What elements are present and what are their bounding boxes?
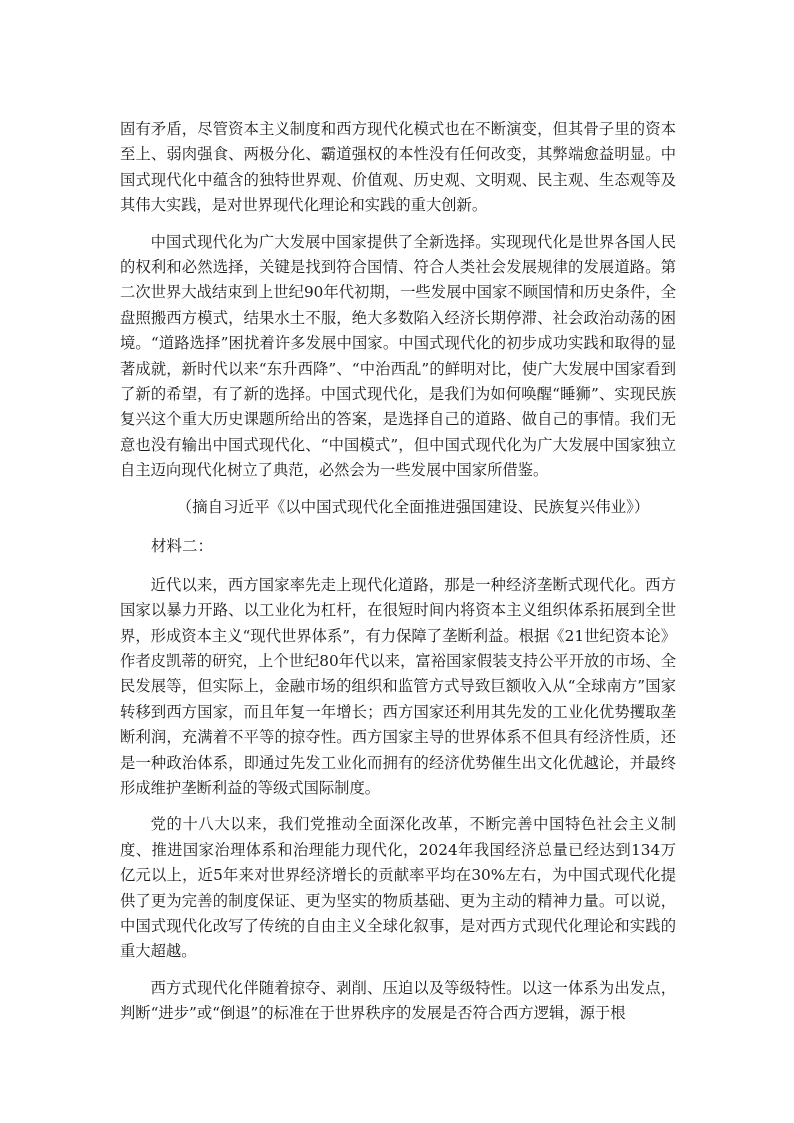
paragraph-western-characteristics: 西方式现代化伴随着掠夺、剥削、压迫以及等级特性。以这一体系为出发点，判断“进步”或“倒退”的标准在于世界秩序的发展是否符合西方逻辑，源于根 xyxy=(120,978,676,1023)
paragraph-western-modernization: 近代以来，西方国家率先走上现代化道路，那是一种经济垄断式现代化。西方国家以暴力开路、以工业化为杠杆，在很短时间内将资本主义组织体系拓展到全世界，形成资本主义“现代世界体系”，有力保障了垄断利益。根据《21世纪资本论》作者皮凯蒂的研究，上个世纪80年代以来，富裕国家假装支持公平开放的市场、全民发展等，但实际上，金融市场的组织和监管方式导致巨额收入从“全球南方”国家转移到西方国家，而且年复一年增长；西方国家还利用其先发的工业化优势攫取垄断利润，充满着不平等的掠夺性。西方国家主导的世界体系不但具有经济性质，还是一种政治体系，即通过先发工业化而拥有的经济优势催生出文化优越论，并最终形成维护垄断利益的等级式国际制度。 xyxy=(120,575,676,797)
source-citation: （摘自习近平《以中国式现代化全面推进强国建设、民族复兴伟业》） xyxy=(176,497,650,516)
paragraph-continued: 固有矛盾，尽管资本主义制度和西方现代化模式也在不断演变，但其骨子里的资本至上、弱肉强食、两极分化、霸道强权的本性没有任何改变，其弊端愈益明显。中国式现代化中蕴含的独特世界观、价值观、历史观、文明观、民主观、生态观等及其伟大实践，是对世界现代化理论和实践的重大创新。 xyxy=(120,120,676,215)
paragraph-eighteenth-congress: 党的十八大以来，我们党推动全面深化改革，不断完善中国特色社会主义制度、推进国家治理体系和治理能力现代化，2024年我国经济总量已经达到134万亿元以上，近5年来对世界经济增长的贡献率平均在30%左右，为中国式现代化提供了更为完善的制度保证、更为坚实的物质基础、更为主动的精神力量。可以说，中国式现代化改写了传统的自由主义全球化叙事，是对西方式现代化理论和实践的重大超越。 xyxy=(120,815,676,961)
paragraph-new-choice: 中国式现代化为广大发展中国家提供了全新选择。实现现代化是世界各国人民的权利和必然选择，关键是找到符合国情、符合人类社会发展规律的发展道路。第二次世界大战结束到上世纪90年代初期，一些发展中国家不顾国情和历史条件，全盘照搬西方模式，结果水土不服，绝大多数陷入经济长期停滞、社会政治动荡的困境。“道路选择”困扰着许多发展中国家。中国式现代化的初步成功实践和取得的显著成就，新时代以来“东升西降”、“中治西乱”的鲜明对比，使广大发展中国家看到了新的希望，有了新的选择。中国式现代化，是我们为如何唤醒“睡狮”、实现民族复兴这个重大历史课题所给出的答案，是选择自己的道路、做自己的事情。我们无意也没有输出中国式现代化、“中国模式”，但中国式现代化为广大发展中国家独立自主迈向现代化树立了典范，必然会为一些发展中国家所借鉴。 xyxy=(120,232,676,480)
material-two-heading: 材料二： xyxy=(151,536,214,555)
document-page xyxy=(120,117,676,1038)
